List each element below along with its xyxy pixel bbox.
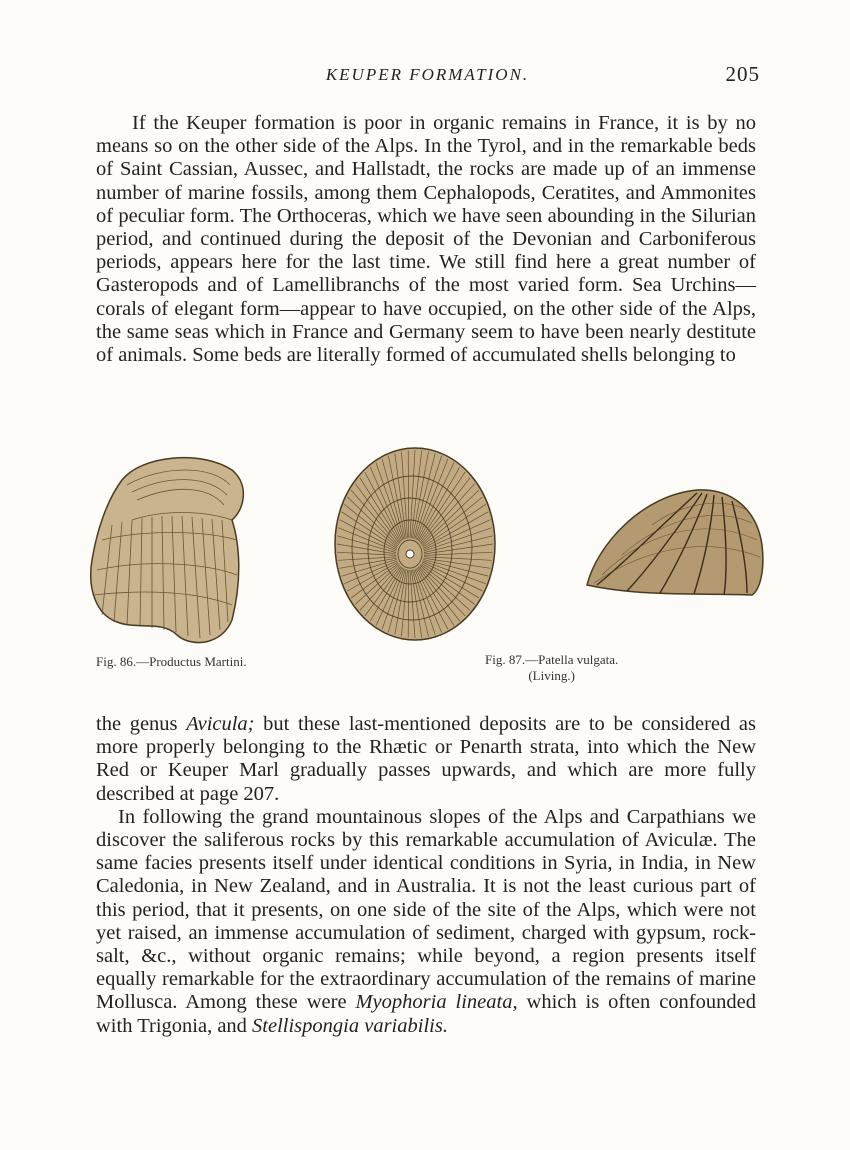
genus-avicula: Avicula; xyxy=(186,713,255,735)
paragraph-avicula: the genus Avicula; but these last-mentioned deposits are to be considered as more properly belonging to the Rhætic or Penarth strata, into which the New Red or Keuper Marl gradually passes upwards, and which are more fully described at page 207. xyxy=(96,713,756,805)
page-number: 205 xyxy=(725,62,760,86)
patella-vulgata-illustration xyxy=(330,444,500,644)
productus-martini-illustration xyxy=(82,450,252,650)
paragraph-alps-carpathians: In following the grand mountainous slopes of the Alps and Carpathians we discover the saliferous rocks by this remarkable accumulation of Aviculæ. The same facies presents itself under identical conditions in Syria, in India, in New Caledonia, in New Zealand, and in Australia. It is not the least curious part of this period, that it presents, on one side of the site of the Alps, which were not yet raised, an immense accumulation of sediment, charged with gypsum, rock-salt, &c., without organic remains; while beyond, a region presents itself equally remarkable for the extraordinary accumulation of the remains of marine Mollusca. Among these were Myophoria lineata, which is often confounded with Trigonia, and Stellispongia variabilis. xyxy=(96,805,756,1037)
fig87-caption xyxy=(485,652,618,684)
species-myophoria: Myophoria lineata, xyxy=(355,991,518,1014)
page-header xyxy=(95,62,760,92)
fig86-caption: Fig. 86.—Productus Martini. xyxy=(96,654,247,669)
running-title: KEUPER FORMATION. xyxy=(325,65,530,84)
paragraph-keuper-fossils: If the Keuper formation is poor in organic remains in France, it is by no means so on the other side of the Alps. In the Tyrol, and in the remarkable beds of Saint Cassian, Aussec, and Hallstadt, the rocks are made up of an immense number of marine fossils, among them Cephalopods, Ceratites, and Ammonites of peculiar form. The Orthoceras, which we have seen abounding in the Silurian period, and continued during the deposit of the Devonian and Carboniferous periods, appears here for the last time. We still find here a great number of Gasteropods and of Lamellibranchs of the most varied form. Sea Urchins—corals of elegant form—appear to have occupied, on the other side of the Alps, the same seas which in France and Germany seem to have been nearly destitute of animals. Some beds are literally formed of accumulated shells belonging to xyxy=(96,112,756,367)
bivalve-shell-illustration xyxy=(582,485,767,600)
fig87-caption-line1: Fig. 87.—Patella vulgata. xyxy=(485,652,619,667)
fig87-caption-line2: (Living.) xyxy=(528,668,575,683)
body-lower xyxy=(96,713,756,1038)
species-stellispongia: Stellispongia variabilis. xyxy=(252,1014,448,1037)
